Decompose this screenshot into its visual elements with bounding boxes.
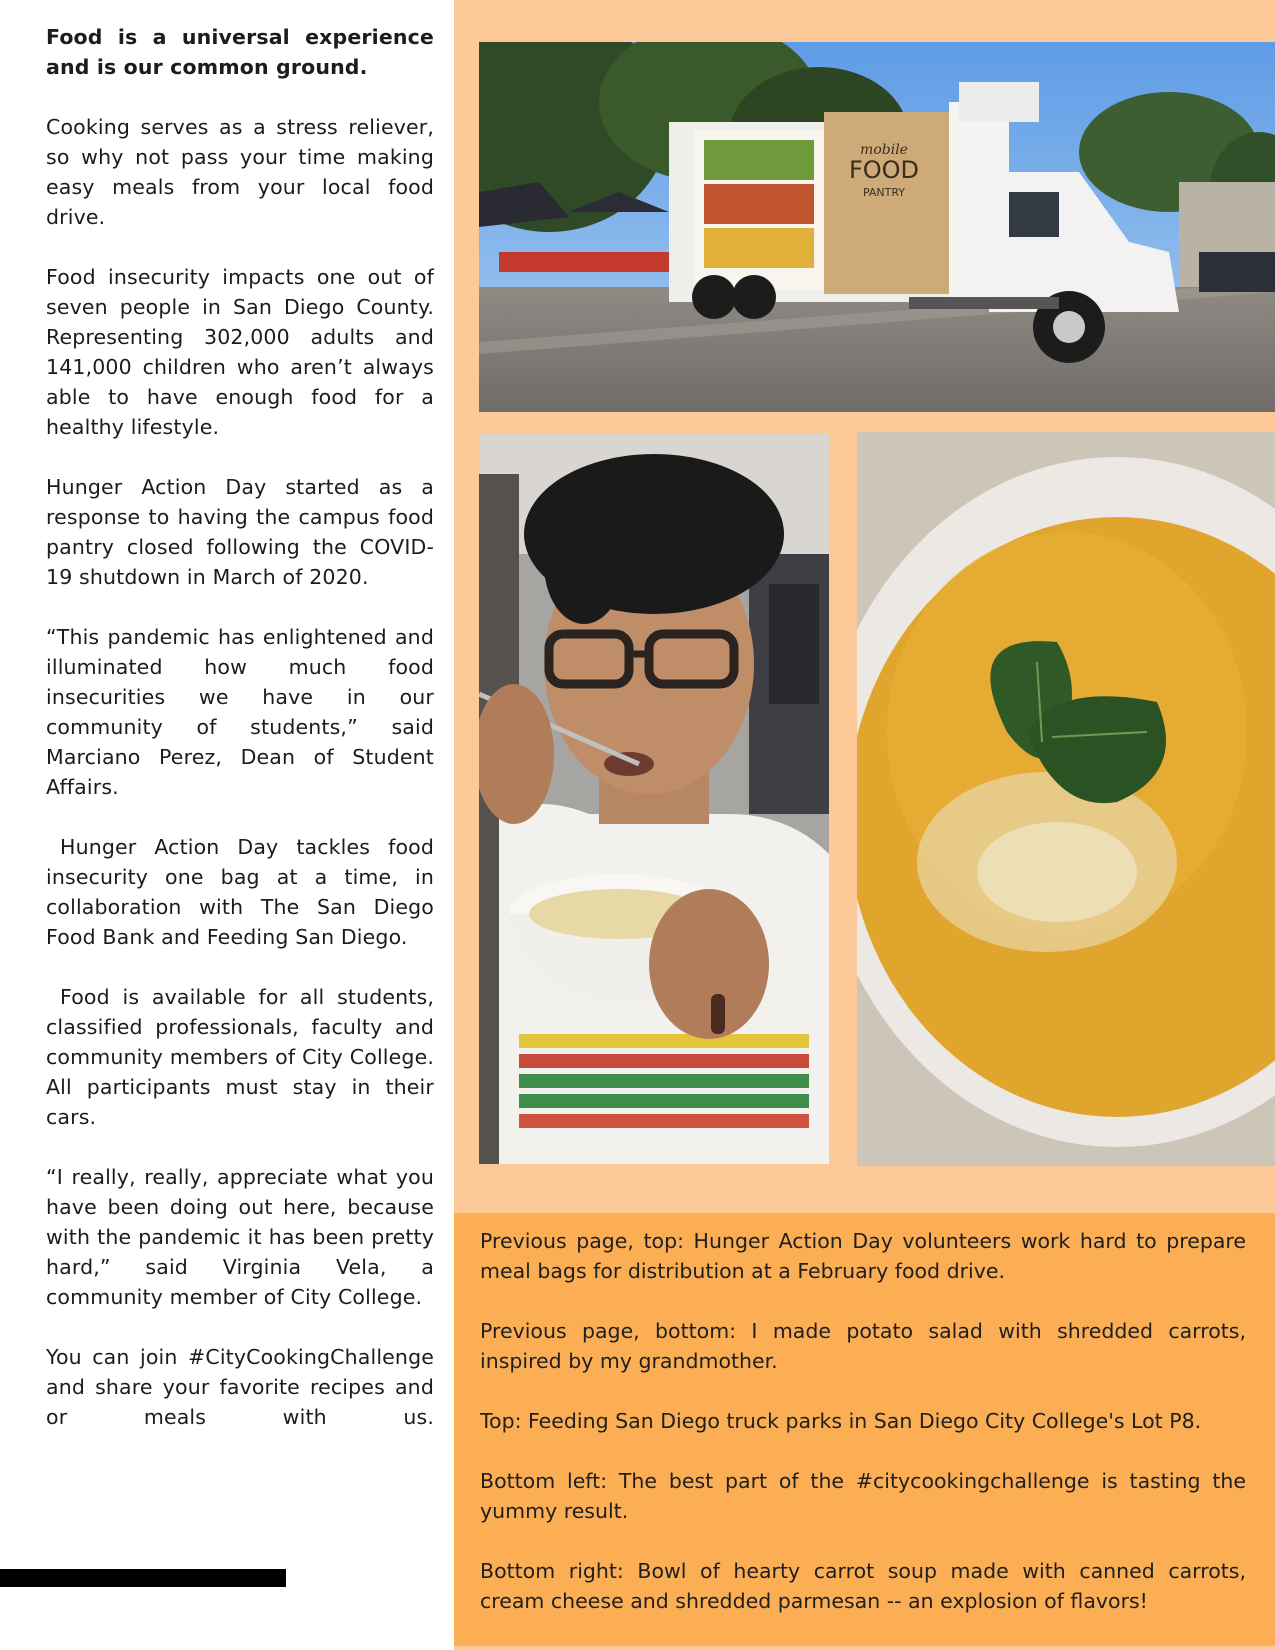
article-column [46, 22, 434, 1462]
article-paragraph: Food is available for all students, classified professionals, faculty and community members of City College. All participants must stay in their cars. [46, 985, 434, 1129]
section-divider-bar [0, 1569, 286, 1587]
article-paragraph: Hunger Action Day tackles food insecurity one bag at a time, in collaboration with The San Diego Food Bank and Feeding San Diego. [46, 835, 434, 949]
article-paragraph: “This pandemic has enlightened and illuminated how much food insecurities we have in our community of students,” said Marciano Perez, Dean of Student Affairs. [46, 625, 434, 799]
carrot-soup-photo [857, 432, 1275, 1166]
article-paragraph: Cooking serves as a stress reliever, so why not pass your time making easy meals from your local food drive. [46, 115, 434, 229]
truck-sign-food: FOOD [848, 156, 920, 184]
truck-sign-pantry: PANTRY [862, 186, 906, 199]
caption-bottom-left: Bottom left: The best part of the #citycookingchallenge is tasting the yummy result. [480, 1469, 1246, 1523]
article-paragraph: Food insecurity impacts one out of seven people in San Diego County. Representing 302,000 adults and 141,000 children who aren’t always able to have enough food for a healthy lifestyle. [46, 265, 434, 439]
truck-sign-mobile: mobile [860, 142, 908, 158]
caption-previous-top: Previous page, top: Hunger Action Day volunteers work hard to prepare meal bags for distribution at a February food drive. [480, 1229, 1246, 1283]
article-paragraph: You can join #CityCookingChallenge and share your favorite recipes and or meals with us. [46, 1345, 434, 1429]
caption-bottom-right: Bottom right: Bowl of hearty carrot soup made with canned carrots, cream cheese and shredded parmesan -- an explosion of flavors! [480, 1559, 1246, 1613]
article-paragraph: “I really, really, appreciate what you have been doing out here, because with the pandemic it has been pretty hard,” said Virginia Vela, a community member of City College. [46, 1165, 434, 1309]
article-paragraph: Hunger Action Day started as a response to having the campus food pantry closed following the COVID-19 shutdown in March of 2020. [46, 475, 434, 589]
photo-captions [480, 1226, 1246, 1646]
article-lead: Food is a universal experience and is our common ground. [46, 25, 434, 79]
man-tasting-soup-photo [479, 434, 829, 1164]
caption-top: Top: Feeding San Diego truck parks in San Diego City College's Lot P8. [480, 1409, 1202, 1433]
food-truck-photo [479, 42, 1275, 412]
caption-previous-bottom: Previous page, bottom: I made potato salad with shredded carrots, inspired by my grandmother. [480, 1319, 1246, 1373]
